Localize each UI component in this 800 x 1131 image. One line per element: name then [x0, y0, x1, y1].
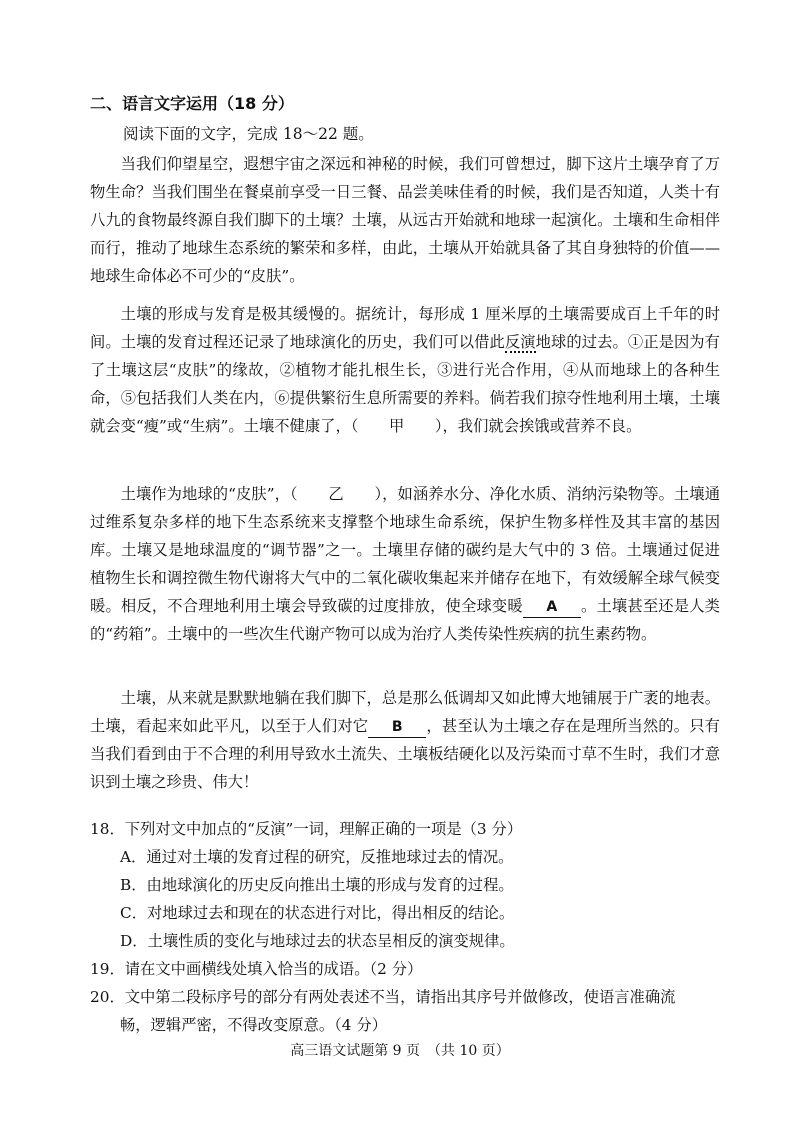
question-18-option-c: C．对地球过去和现在的状态进行对比，得出相反的结论。 — [120, 904, 515, 922]
blank-a: A — [523, 597, 581, 618]
emphasized-word-fanyan: 反演 — [504, 333, 536, 351]
passage-paragraph-1: 当我们仰望星空，遐想宇宙之深远和神秘的时候，我们可曾想过，脚下这片土壤孕育了万物生命？当我们围坐在餐桌前享受一日三餐、品尝美味佳肴的时候，我们是否知道，人类十有八九的食物最终源自我们脚下的土壤？土壤，从远古开始就和地球一起演化。土壤和生命相伴而行，推动了地球生态系统的繁荣和多样，由此，土壤从开始就具备了其自身独特的价值——地球生命体必不可少的“皮肤”。 — [90, 155, 720, 285]
blank-b: B — [368, 717, 426, 738]
paragraph-3-text-b: 。土壤甚至还是人类的“药箱”。土壤中的一些次生代谢产物可以成为治疗人类传染性疾病的抗生素药物。 — [90, 597, 720, 643]
question-18-option-d: D．土壤性质的变化与地球过去的状态呈相反的演变规律。 — [120, 932, 515, 950]
passage-paragraph-4 — [90, 684, 720, 796]
paragraph-3-text-a: 土壤作为地球的“皮肤”，（ 乙 ），如涵养水分、净化水质、消纳污染物等。土壤通过维系复杂多样的地下生态系统来支撑整个地球生命系统，保护生物多样性及其丰富的基因库。土壤又是地球温度的“调节器”之一。土壤里存储的碳约是大气中的 3 倍。土壤通过促进植物生长和调控微生物代谢将大气中的二氧化碳收集起来并储存在地下，有效缓解全球气候变暖。相反，不合理地利用土壤会导致碳的过度排放，使全球变暖 — [90, 485, 720, 615]
question-18-option-a: A．通过对土壤的发育过程的研究，反推地球过去的情况。 — [120, 848, 514, 866]
question-18-stem: 18．下列对文中加点的“反演”一词，理解正确的一项是（3 分） — [90, 820, 523, 838]
paragraph-4-text-a: 土壤，从来就是默默地躺在我们脚下，总是那么低调却又如此博大地铺展于广袤的地表。土壤，看起来如此平凡，以至于人们对它 — [90, 689, 720, 735]
passage-paragraph-2 — [90, 300, 720, 440]
reading-instruction: 阅读下面的文字，完成 18～22 题。 — [123, 125, 374, 143]
question-20-line-2: 畅，逻辑严密，不得改变原意。（4 分） — [120, 1016, 387, 1034]
paragraph-2-text-a: 土壤的形成与发育是极其缓慢的。据统计，每形成 1 厘米厚的土壤需要成百上千年的时间。土壤的发育过程还记录了地球演化的历史，我们可以借此 — [90, 305, 720, 351]
question-18-option-b: B．由地球演化的历史反向推出土壤的形成与发育的过程。 — [120, 876, 514, 894]
paragraph-2-text-b: 地球的过去。①正是因为有了土壤这层“皮肤”的缘故，②植物才能扎根生长，③进行光合作用，④从而地球上的各种生命，⑤包括我们人类在内，⑥提供繁衍生息所需要的养料。倘若我们掠夺性地利用土壤，土壤就会变“瘦”或“生病”。土壤不健康了，（ 甲 ），我们就会挨饿或营养不良。 — [90, 333, 720, 435]
section-title: 二、语言文字运用（18 分） — [90, 94, 294, 113]
passage-paragraph-3 — [90, 480, 720, 648]
page-footer: 高三语文试题第 9 页 （共 10 页） — [290, 1043, 510, 1059]
question-20-line-1: 20．文中第二段标序号的部分有两处表述不当，请指出其序号并做修改，使语言准确流 — [90, 988, 676, 1006]
question-19: 19．请在文中画横线处填入恰当的成语。（2 分） — [90, 960, 423, 978]
paragraph-4-text-b: ，甚至认为土壤之存在是理所当然的。只有当我们看到由于不合理的利用导致水土流失、土壤板结硬化以及污染而寸草不生时，我们才意识到土壤之珍贵、伟大！ — [90, 717, 720, 791]
